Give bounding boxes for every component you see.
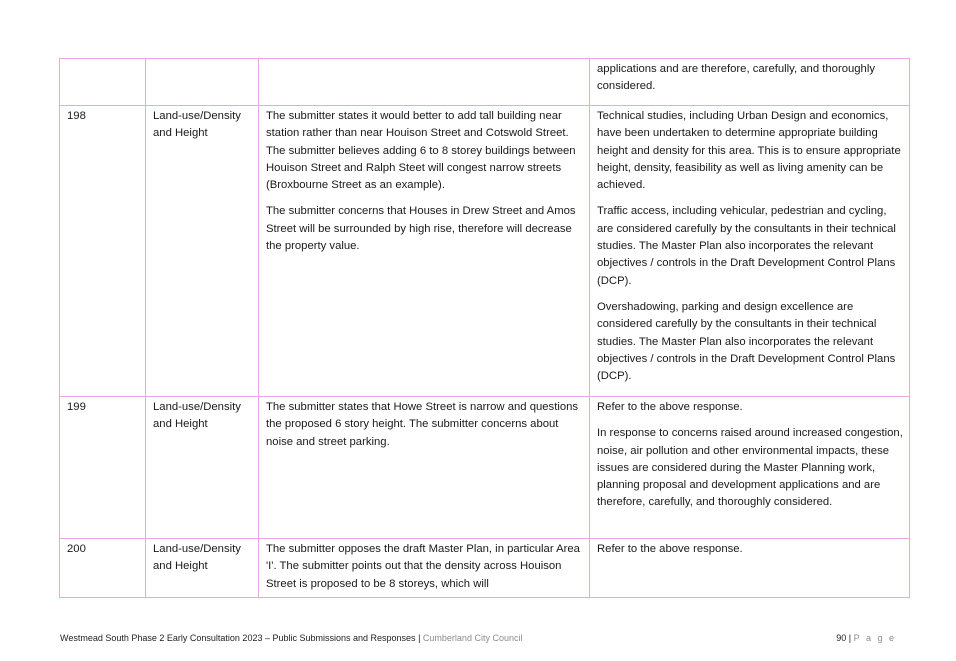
footer-council-name: Cumberland City Council [422, 633, 523, 643]
page-footer [60, 633, 896, 643]
footer-title: Westmead South Phase 2 Early Consultation 2023 – Public Submissions and Responses [60, 633, 416, 643]
response-cell [590, 539, 910, 598]
response-cell [590, 59, 910, 106]
table-row [60, 106, 910, 397]
table-row [60, 539, 910, 598]
table-row [60, 397, 910, 539]
response-paragraph: Overshadowing, parking and design excellence are considered carefully by the consultants in their technical studies. The Master Plan also incorporates the relevant objectives / controls in the Draft Development Control Plans (DCP). [597, 300, 896, 383]
page-label: P a g e [853, 633, 896, 643]
submission-paragraph: The submitter states it would better to add tall building near station rather than near Houison Street and Cotswold Street. The submitter believes adding 6 to 8 storey buildings between Houison Street and Ralph Steet will congest narrow streets (Broxbourne Street as an example). [266, 110, 576, 192]
response-paragraph: Refer to the above response. [597, 401, 743, 413]
submission-paragraph: The submitter states that Howe Street is narrow and questions the proposed 6 story height. The submitter concerns about noise and street parking. [266, 401, 579, 448]
page-number: 90 [836, 633, 847, 643]
page-indicator [836, 633, 896, 643]
submission-id-cell [60, 59, 146, 106]
category-cell [146, 59, 259, 106]
footer-separator: | [418, 633, 421, 643]
submission-cell [259, 539, 590, 598]
response-paragraph: Traffic access, including vehicular, pedestrian and cycling, are considered carefully by the consultants in their technical studies. The Master Plan also incorporates the relevant objectives / controls in the Draft Development Control Plans (DCP). [597, 205, 896, 287]
submission-paragraph: The submitter concerns that Houses in Drew Street and Amos Street will be surrounded by high rise, therefore will decrease the property value. [266, 205, 576, 253]
response-cell [590, 106, 910, 397]
page-separator: | [848, 633, 852, 643]
category-cell: Land-use/Density and Height [146, 397, 259, 539]
category-cell: Land-use/Density and Height [146, 106, 259, 397]
table-row [60, 59, 910, 106]
submissions-table [59, 58, 910, 598]
submission-paragraph: The submitter opposes the draft Master Plan, in particular Area 'I'. The submitter points out that the density across Houison Street is proposed to be 8 storeys, which will [266, 543, 580, 590]
submission-id-cell: 200 [60, 539, 146, 598]
submission-id-cell: 199 [60, 397, 146, 539]
response-paragraph: Refer to the above response. [597, 543, 743, 555]
submission-cell [259, 106, 590, 397]
response-paragraph: applications and are therefore, carefully, and thoroughly considered. [597, 63, 875, 93]
category-cell: Land-use/Density and Height [146, 539, 259, 598]
response-cell [590, 397, 910, 539]
submission-id-cell: 198 [60, 106, 146, 397]
submission-cell [259, 59, 590, 106]
response-paragraph: Technical studies, including Urban Design and economics, have been undertaken to determine appropriate building height and density for this area. This is to ensure appropriate height, density, feasibility as well as living amenity can be achieved. [597, 110, 901, 192]
submission-cell [259, 397, 590, 539]
response-paragraph: In response to concerns raised around increased congestion, noise, air pollution and other environmental impacts, these issues are considered during the Master Planning work, planning proposal and development applications and are therefore, carefully, and thoroughly considered. [597, 427, 903, 509]
